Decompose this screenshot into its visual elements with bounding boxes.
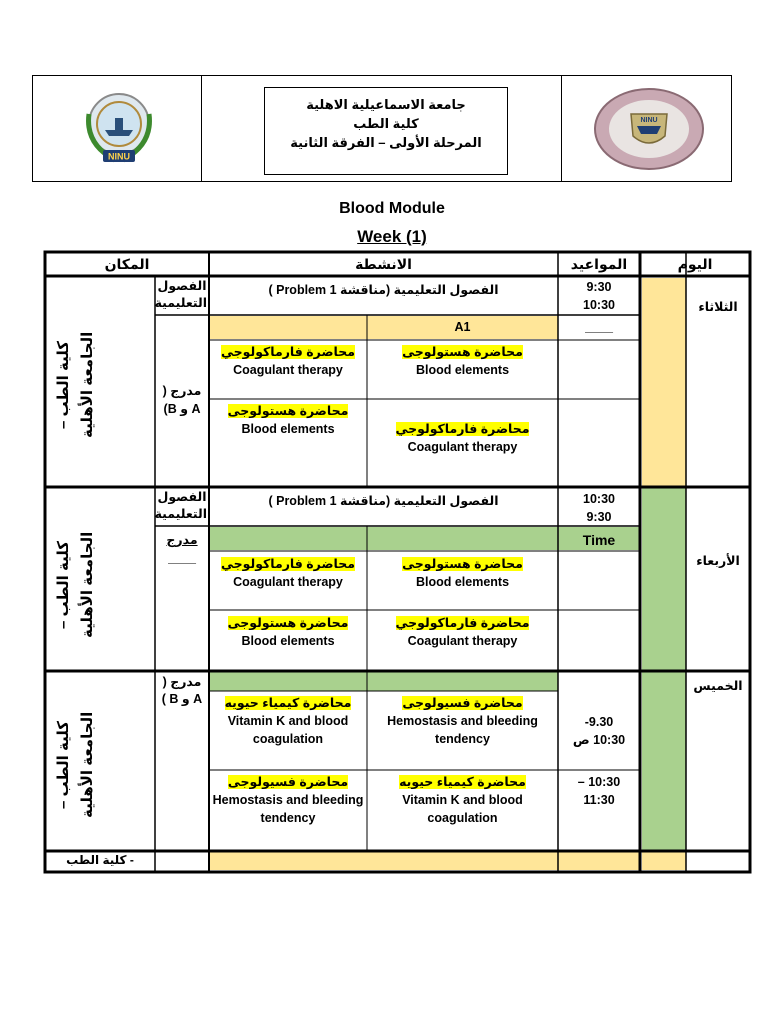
lecture-topic: Blood elements: [241, 634, 335, 648]
lecture-title: محاضرة كيمياء حيويه: [399, 775, 526, 789]
place-line-1: كلية الطب –: [55, 721, 72, 810]
lecture-topic: Vitamin K and blood coagulation: [227, 714, 349, 746]
place-line-2: الجامعة الأهلية: [79, 331, 96, 439]
lecture-title: محاضرة هستولوجى: [402, 345, 523, 359]
thursday-r2-right: [367, 773, 558, 827]
tuesday-r2-left: [209, 402, 367, 438]
university-name: جامعة الاسماعيلية الاهلية: [306, 97, 466, 112]
tuesday-room-classrooms: الفصول التعليمية: [154, 279, 207, 310]
left-logo-text: NINU: [108, 151, 130, 162]
lecture-topic: Coagulant therapy: [407, 634, 518, 648]
thursday-r1-time-1: -9.30: [584, 715, 614, 729]
tuesday-r1-left: [209, 343, 367, 379]
lecture-topic: Blood elements: [415, 363, 510, 377]
tuesday-problem: الفصول التعليمية (مناقشة Problem 1 ): [268, 283, 499, 297]
col-header-place: المكان: [104, 256, 150, 272]
lecture-title: محاضرة فارماكولوجي: [395, 616, 530, 630]
tuesday-time-1: 9:30: [586, 280, 612, 294]
place-label-thursday: [52, 690, 102, 840]
lecture-title: محاضرة هستولوجى: [227, 616, 349, 630]
thursday-r1-left: [209, 694, 367, 748]
wednesday-r2-left: [209, 614, 367, 650]
tuesday-r2-right: [367, 420, 558, 456]
place-label-tuesday: [52, 300, 102, 470]
day-thursday: الخميس: [693, 679, 743, 693]
tuesday-group: A1: [454, 320, 471, 334]
module-title: Blood Module: [339, 200, 445, 217]
tuesday-time-2: 10:30: [583, 298, 615, 312]
lecture-topic: Coagulant therapy: [407, 440, 518, 454]
place-line-2: الجامعة الأهلية: [79, 711, 96, 819]
place-line-1: كلية الطب –: [55, 341, 72, 430]
wednesday-time-2: 9:30: [586, 510, 612, 524]
tuesday-time-blank: ____: [585, 320, 613, 334]
col-header-activities: الانشطة: [355, 256, 412, 272]
wednesday-room-blank: ____: [168, 551, 196, 565]
wednesday-problem: الفصول التعليمية (مناقشة Problem 1 ): [268, 494, 499, 508]
thursday-r1-right: [367, 694, 558, 748]
lecture-topic: Blood elements: [241, 422, 335, 436]
tuesday-r1-right: [367, 343, 558, 379]
lecture-title: محاضرة فارماكولوجي: [221, 345, 355, 359]
wednesday-room-hall: مدرج: [166, 533, 198, 547]
lecture-topic: Blood elements: [415, 575, 510, 589]
footer-place: - كلية الطب: [66, 853, 134, 867]
lecture-title: محاضرة فارماكولوجي: [221, 557, 355, 571]
lecture-title: محاضرة هستولوجى: [402, 557, 523, 571]
tuesday-room-hall: مدرج ( A و B): [162, 384, 202, 416]
week-title: Week (1): [357, 227, 427, 246]
thursday-r2-left: [209, 773, 367, 827]
thursday-room-hall: مدرج ( A و B ): [161, 675, 203, 706]
faculty-name: كلية الطب: [353, 116, 419, 131]
lecture-topic: Vitamin K and blood coagulation: [402, 793, 523, 825]
col-header-times: المواعيد: [570, 256, 628, 272]
lecture-topic: Coagulant therapy: [233, 363, 343, 377]
thursday-r1-time-2: 10:30 ص: [572, 733, 626, 747]
lecture-title: محاضرة فارماكولوجي: [395, 422, 530, 436]
lecture-topic: Hemostasis and bleeding tendency: [387, 714, 538, 746]
place-line-1: كلية الطب –: [55, 541, 72, 630]
place-label-wednesday: [52, 505, 102, 665]
place-line-2: الجامعة الأهلية: [79, 531, 96, 639]
stage-name: المرحلة الأولى – الفرقة الثانية: [290, 135, 482, 150]
wednesday-r1-right: [367, 555, 558, 591]
lecture-title: محاضرة فسيولوجى: [402, 696, 523, 710]
lecture-topic: Coagulant therapy: [233, 575, 343, 589]
footer-fills: [210, 852, 686, 870]
wednesday-time-1: 10:30: [583, 492, 615, 506]
day-tuesday: الثلاثاء: [698, 300, 738, 314]
col-header-day: اليوم: [677, 256, 713, 272]
thursday-r2-time-2: 11:30: [583, 793, 615, 807]
lecture-title: محاضرة هستولوجى: [227, 404, 349, 418]
lecture-topic: Hemostasis and bleeding tendency: [212, 793, 364, 825]
wednesday-room-classrooms: الفصول التعليمية: [154, 490, 207, 521]
wednesday-r1-left: [209, 555, 367, 591]
wednesday-r2-right: [367, 614, 558, 650]
thursday-r2-time-1: – 10:30: [577, 775, 621, 789]
wednesday-time-label: Time: [582, 532, 616, 548]
lecture-title: محاضرة كيمياء حيويه: [224, 696, 352, 710]
lecture-title: محاضرة فسيولوجى: [227, 775, 349, 789]
day-wednesday: الأربعاء: [696, 554, 740, 568]
right-logo-text: NINU: [640, 117, 658, 124]
